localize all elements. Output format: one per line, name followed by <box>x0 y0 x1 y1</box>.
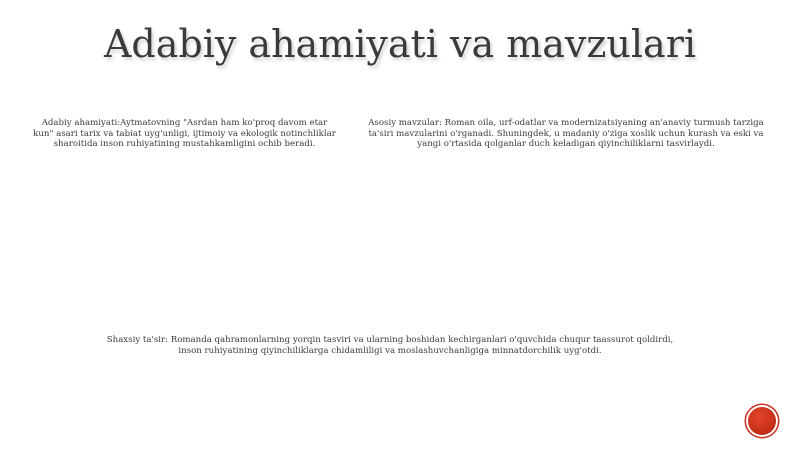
circle-button-icon[interactable] <box>748 407 776 435</box>
personal-impact-paragraph: Shaxsiy ta'sir: Romanda qahramonlarning yorqin tasviri va ularning boshidan kechirganlari o'quvchida chuqur taassurot qoldirdi, inson ruhiyatining qiyinchiliklarga chidamliligi va moslashuvchanligiga minnatdorchilik uyg'otdi. <box>106 335 674 356</box>
literary-significance-paragraph: Adabiy ahamiyati:Aytmatovning "Asrdan ham ko'proq davom etar kun" asari tarix va tabiat uyg'unligi, ijtimoiy va ekologik notinchliklar sharoitida inson ruhiyatining mustahkamligini ochib beradi. <box>33 118 336 150</box>
slide-title: Adabiy ahamiyati va mavzulari <box>103 22 697 66</box>
main-themes-paragraph: Asosiy mavzular: Roman oila, urf-odatlar va modernizatsiyaning an'anaviy turmush tarziga ta'siri mavzularini o'rganadi. Shuningdek, u madaniy o'ziga xoslik uchun kurash va eski va yangi o'rtasida qolganlar duch keladigan qiyinchiliklarni tasvirlaydi. <box>368 118 764 150</box>
